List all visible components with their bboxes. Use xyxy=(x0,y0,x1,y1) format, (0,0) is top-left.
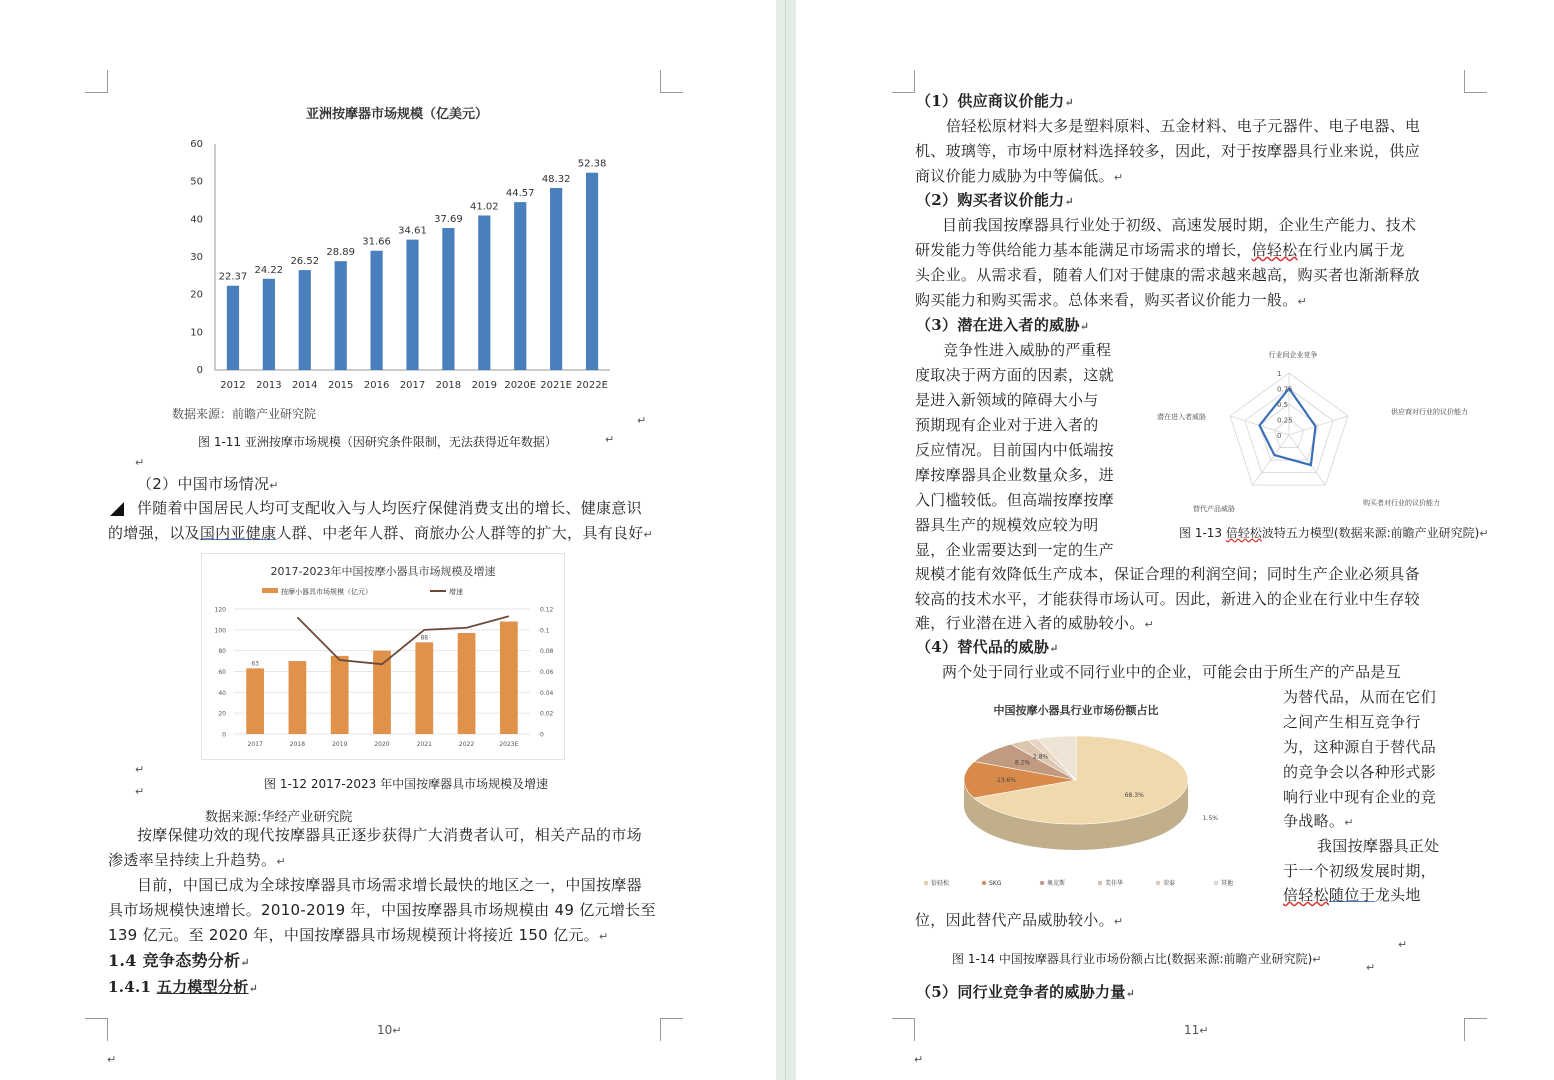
bar xyxy=(478,215,490,370)
paragraph-mark: ↵ xyxy=(605,433,615,446)
bar xyxy=(331,656,349,734)
data-label: 41.02 xyxy=(469,201,499,213)
y-tick-label-left: 40 xyxy=(218,689,226,697)
paragraph-mark: ↵ xyxy=(135,785,145,798)
legend-label: 美佳华 xyxy=(1105,880,1124,887)
pie-data-label: 13.6% xyxy=(997,776,1017,784)
data-label: 37.69 xyxy=(434,214,463,226)
paragraph-line: 度取决于两方面的因素，这就 xyxy=(915,366,1114,384)
pie-data-label: 8.2% xyxy=(1014,759,1031,767)
paragraph-line: 之间产生相互竞争行 xyxy=(1283,713,1421,731)
radar-axis-label: 购买者对行业的议价能力 xyxy=(1363,499,1440,507)
page-gutter xyxy=(776,0,796,1080)
heading-rivalry: （5）同行业竞争者的威胁力量↵ xyxy=(916,983,1136,1001)
paragraph-line: 位，因此替代产品威胁较小。↵ xyxy=(915,911,1124,929)
paragraph-line: 显，企业需要达到一定的生产 xyxy=(915,541,1114,559)
heading-supplier-power: （1）供应商议价能力↵ xyxy=(916,92,1074,110)
y-tick-label: 0 xyxy=(196,365,203,376)
bar xyxy=(406,240,418,370)
legend-bar-swatch xyxy=(262,588,278,593)
crop-mark xyxy=(892,70,915,93)
y-tick-label-left: 0 xyxy=(222,731,226,739)
crop-mark xyxy=(892,1018,915,1041)
legend-swatch xyxy=(1156,881,1160,885)
x-tick-label: 2022 xyxy=(458,741,475,748)
bar xyxy=(227,286,239,370)
paragraph-line: 机、玻璃等，市场中原材料选择较多，因此，对于按摩器具行业来说，供应 xyxy=(915,142,1420,160)
paragraph-line: 竞争性进入威胁的严重程 xyxy=(943,341,1112,359)
y-tick-label: 60 xyxy=(190,139,203,150)
x-tick-label: 2019 xyxy=(332,741,348,748)
y-tick-label: 30 xyxy=(190,252,203,263)
bar xyxy=(246,668,264,734)
radar-axis-label: 潜在进入者威胁 xyxy=(1157,413,1206,421)
paragraph-line: 伴随着中国居民人均可支配收入与人均医疗保健消费支出的增长、健康意识 xyxy=(137,499,642,517)
asia-market-bar-chart xyxy=(160,100,620,400)
figure-caption: 图 1-13 倍轻松波特五力模型(数据来源:前瞻产业研究院)↵ xyxy=(1179,526,1489,540)
x-tick-label: 2012 xyxy=(220,380,246,391)
chart-source: 数据来源:华经产业研究院 xyxy=(205,810,353,825)
data-label: 22.37 xyxy=(218,271,248,283)
anchor-marker xyxy=(110,502,124,516)
paragraph-line: 预期现有企业对于进入者的 xyxy=(915,416,1099,434)
paragraph-line: 较高的技术水平，才能获得市场认可。因此，新进入的企业在行业中生存较 xyxy=(915,590,1420,608)
porter-five-forces-radar xyxy=(1151,345,1468,520)
y-tick-label-right: 0 xyxy=(540,731,544,739)
bar xyxy=(335,261,347,370)
paragraph-line: 为，这种源自于替代品 xyxy=(1283,738,1437,756)
radar-axis-label: 行业间企业竞争 xyxy=(1268,351,1318,359)
y-tick-label-right: 0.06 xyxy=(540,669,554,676)
y-tick-label: 40 xyxy=(190,214,203,226)
bar xyxy=(442,228,454,370)
x-tick-label: 2020 xyxy=(374,741,390,748)
pie-data-label: 68.3% xyxy=(1124,791,1144,799)
radar-tick: 0.5 xyxy=(1277,401,1289,409)
data-label: 31.66 xyxy=(362,236,391,248)
crop-mark xyxy=(660,1018,683,1041)
chart-source: 数据来源：前瞻产业研究院 xyxy=(172,407,317,421)
legend-swatch xyxy=(1098,881,1102,885)
radar-spoke xyxy=(1289,416,1348,435)
paragraph-line: 139 亿元。至 2020 年，中国按摩器具市场规模预计将接近 150 亿元。↵ xyxy=(108,926,609,944)
paragraph-line: 按摩保健功效的现代按摩器具正逐步获得广大消费者认可，相关产品的市场 xyxy=(137,826,642,844)
paragraph-mark: ↵ xyxy=(135,763,145,776)
y-tick-label-right: 0.1 xyxy=(540,627,550,635)
document-page-10 xyxy=(0,0,776,1080)
figure-caption: 图 1-12 2017-2023 年中国按摩器具市场规模及增速 xyxy=(264,777,549,791)
legend-line-label: 增速 xyxy=(449,588,463,596)
y-tick-label-right: 0.08 xyxy=(540,648,554,656)
paragraph-line: 规模才能有效降低生产成本，保证合理的利润空间；同时生产企业必须具备 xyxy=(915,565,1420,583)
bar xyxy=(458,633,476,734)
legend-swatch xyxy=(982,881,986,885)
crop-mark xyxy=(85,1018,108,1041)
paragraph-line: 目前，中国已成为全球按摩器具市场需求增长最快的地区之一，中国按摩器 xyxy=(137,876,642,894)
legend-label: 倍轻松 xyxy=(931,880,950,887)
paragraph-mark: ↵ xyxy=(637,414,647,427)
y-tick-label-left: 100 xyxy=(214,627,226,635)
figure-caption: 图 1-11 亚洲按摩市场规模（因研究条件限制，无法获得近年数据） xyxy=(198,435,557,449)
radar-tick: 1 xyxy=(1277,370,1282,378)
paragraph-line: 摩按摩器具企业数量众多，进 xyxy=(915,466,1114,484)
paragraph-line: 于一个初级发展时期， xyxy=(1283,862,1437,880)
heading-1-4: 1.4 竞争态势分析↵ xyxy=(108,951,250,970)
paragraph-line: 是进入新领域的障碍大小与 xyxy=(915,391,1099,409)
paragraph-line: 购买能力和购买需求。总体来看，购买者议价能力一般。↵ xyxy=(915,291,1308,309)
radar-tick: 0.25 xyxy=(1277,416,1293,425)
bar xyxy=(299,270,311,370)
paragraph-line: 目前我国按摩器具行业处于初级、高速发展时期，企业生产能力、技术 xyxy=(942,216,1417,234)
paragraph-line: 器具生产的规模效应较为明 xyxy=(915,516,1099,534)
radar-axis-label: 供应商对行业的议价能力 xyxy=(1391,408,1468,416)
heading-new-entrants: （3）潜在进入者的威胁↵ xyxy=(916,316,1090,334)
data-label: 28.89 xyxy=(326,247,356,259)
data-label: 63 xyxy=(251,660,259,668)
legend-swatch xyxy=(924,881,928,885)
paragraph-line: 研发能力等供给能力基本能满足市场需求的增长，倍轻松在行业内属于龙 xyxy=(915,241,1405,259)
paragraph-mark: ↵ xyxy=(1398,938,1408,951)
paragraph-line: 倍轻松原材料大多是塑料原料、五金材料、电子元器件、电子电器、电 xyxy=(946,117,1421,135)
chart-title: 中国按摩小器具行业市场份额占比 xyxy=(993,704,1159,717)
x-tick-label: 2016 xyxy=(363,380,390,391)
paragraph-line: 难，行业潜在进入者的威胁较小。↵ xyxy=(915,614,1155,632)
page-number: 10↵ xyxy=(377,1023,402,1037)
crop-mark xyxy=(660,70,683,93)
paragraph-mark: ↵ xyxy=(135,456,145,469)
y-tick-label: 10 xyxy=(190,327,203,339)
x-tick-label: 2018 xyxy=(435,380,462,391)
data-label: 34.61 xyxy=(398,225,427,237)
radar-tick: 0.75 xyxy=(1277,385,1293,394)
paragraph-line: 的增强，以及国内亚健康人群、中老年人群、商旅办公人群等的扩大，具有良好↵ xyxy=(108,524,654,542)
bar xyxy=(586,173,598,370)
x-tick-label: 2017 xyxy=(399,380,426,391)
heading-1-4-1: 1.4.1 五力模型分析↵ xyxy=(108,978,259,996)
china-market-combo-chart xyxy=(201,553,565,760)
paragraph-mark: ↵ xyxy=(914,1053,924,1066)
legend-bar-label: 按摩小器具市场规模（亿元） xyxy=(281,588,372,596)
y-tick-label-right: 0.04 xyxy=(540,689,554,697)
pie-data-label: 2.8% xyxy=(1033,753,1049,761)
paragraph-line: 响行业中现有企业的竞 xyxy=(1283,788,1437,806)
paragraph-mark: ↵ xyxy=(1366,961,1376,974)
bar xyxy=(514,202,526,370)
x-tick-label: 2020E xyxy=(504,380,537,391)
radar-tick: 0 xyxy=(1277,432,1282,440)
legend-label: 奥克斯 xyxy=(1047,880,1066,887)
x-tick-label: 2013 xyxy=(256,380,282,391)
y-tick-label-left: 120 xyxy=(214,606,226,614)
y-tick-label: 20 xyxy=(190,289,203,301)
paragraph-line: 头企业。从需求看，随着人们对于健康的需求越来越高，购买者也渐渐释放 xyxy=(915,266,1420,284)
crop-mark xyxy=(85,70,108,93)
growth-line xyxy=(297,616,508,664)
data-label: 24.22 xyxy=(254,264,284,276)
paragraph-line: 争战略。↵ xyxy=(1283,812,1354,830)
x-tick-label: 2014 xyxy=(292,380,318,391)
crop-mark xyxy=(1464,1018,1487,1041)
paragraph-line: 两个处于同行业或不同行业中的企业，可能会由于所生产的产品是互 xyxy=(942,663,1402,681)
chart-title: 2017-2023年中国按摩小器具市场规模及增速 xyxy=(270,565,496,578)
x-tick-label: 2023E xyxy=(499,741,519,748)
data-label: 52.38 xyxy=(577,158,607,170)
data-label: 44.57 xyxy=(505,188,535,200)
radar-series xyxy=(1260,389,1316,466)
page-number: 11↵ xyxy=(1184,1023,1209,1037)
paragraph-line: 入门槛较低。但高端按摩按摩 xyxy=(915,491,1114,509)
bar xyxy=(370,251,382,370)
crop-mark xyxy=(1464,70,1487,93)
document-page-11 xyxy=(796,0,1554,1080)
x-tick-label: 2022E xyxy=(576,380,608,391)
paragraph-line: 商议价能力威胁为中等偏低。↵ xyxy=(915,167,1124,185)
figure-caption: 图 1-14 中国按摩器具行业市场份额占比(数据来源:前瞻产业研究院)↵ xyxy=(952,952,1322,966)
heading-buyer-power: （2）购买者议价能力↵ xyxy=(916,191,1074,209)
x-tick-label: 2015 xyxy=(327,380,354,391)
legend-swatch xyxy=(1214,881,1218,885)
y-tick-label-left: 80 xyxy=(218,648,226,656)
bar xyxy=(289,661,307,734)
paragraph-line: 的竞争会以各种形式影 xyxy=(1283,763,1437,781)
section-heading: （2）中国市场情况↵ xyxy=(137,475,279,493)
bar xyxy=(550,188,562,370)
legend-label: 荣泰 xyxy=(1163,880,1176,887)
paragraph-line: 倍轻松随位于龙头地 xyxy=(1283,886,1421,904)
market-share-pie-chart xyxy=(896,688,1266,900)
y-tick-label-right: 0.02 xyxy=(540,710,554,718)
legend-swatch xyxy=(1040,881,1044,885)
x-tick-label: 2021E xyxy=(540,380,573,391)
pie-data-label: 1.5% xyxy=(1202,815,1219,822)
legend-label: SKG xyxy=(989,880,1002,887)
bar xyxy=(500,622,518,735)
bar xyxy=(263,279,275,370)
heading-substitutes: （4）替代品的威胁↵ xyxy=(916,638,1059,656)
bar xyxy=(415,642,433,734)
y-tick-label-left: 60 xyxy=(218,669,226,676)
data-label: 48.32 xyxy=(541,173,571,185)
x-tick-label: 2017 xyxy=(247,741,263,748)
x-tick-label: 2018 xyxy=(289,741,306,748)
data-label: 26.52 xyxy=(290,256,320,268)
x-tick-label: 2021 xyxy=(416,741,432,748)
radar-axis-label: 替代产品威胁 xyxy=(1193,505,1235,513)
paragraph-line: 为替代品，从而在它们 xyxy=(1283,688,1437,706)
y-tick-label-left: 20 xyxy=(218,710,226,718)
legend-label: 其他 xyxy=(1221,880,1234,887)
paragraph-line: 我国按摩器具正处 xyxy=(1317,837,1440,855)
chart-title: 亚洲按摩器市场规模（亿美元） xyxy=(305,107,489,122)
paragraph-line: 具市场规模快速增长。2010-2019 年，中国按摩器具市场规模由 49 亿元增长至 xyxy=(108,901,656,919)
y-tick-label-right: 0.12 xyxy=(540,606,554,614)
paragraph-mark: ↵ xyxy=(107,1053,117,1066)
data-label: 88 xyxy=(420,634,429,642)
paragraph-line: 反应情况。目前国内中低端按 xyxy=(915,441,1114,459)
paragraph-line: 渗透率呈持续上升趋势。↵ xyxy=(108,851,286,869)
x-tick-label: 2019 xyxy=(471,380,498,391)
y-tick-label: 50 xyxy=(190,176,203,188)
